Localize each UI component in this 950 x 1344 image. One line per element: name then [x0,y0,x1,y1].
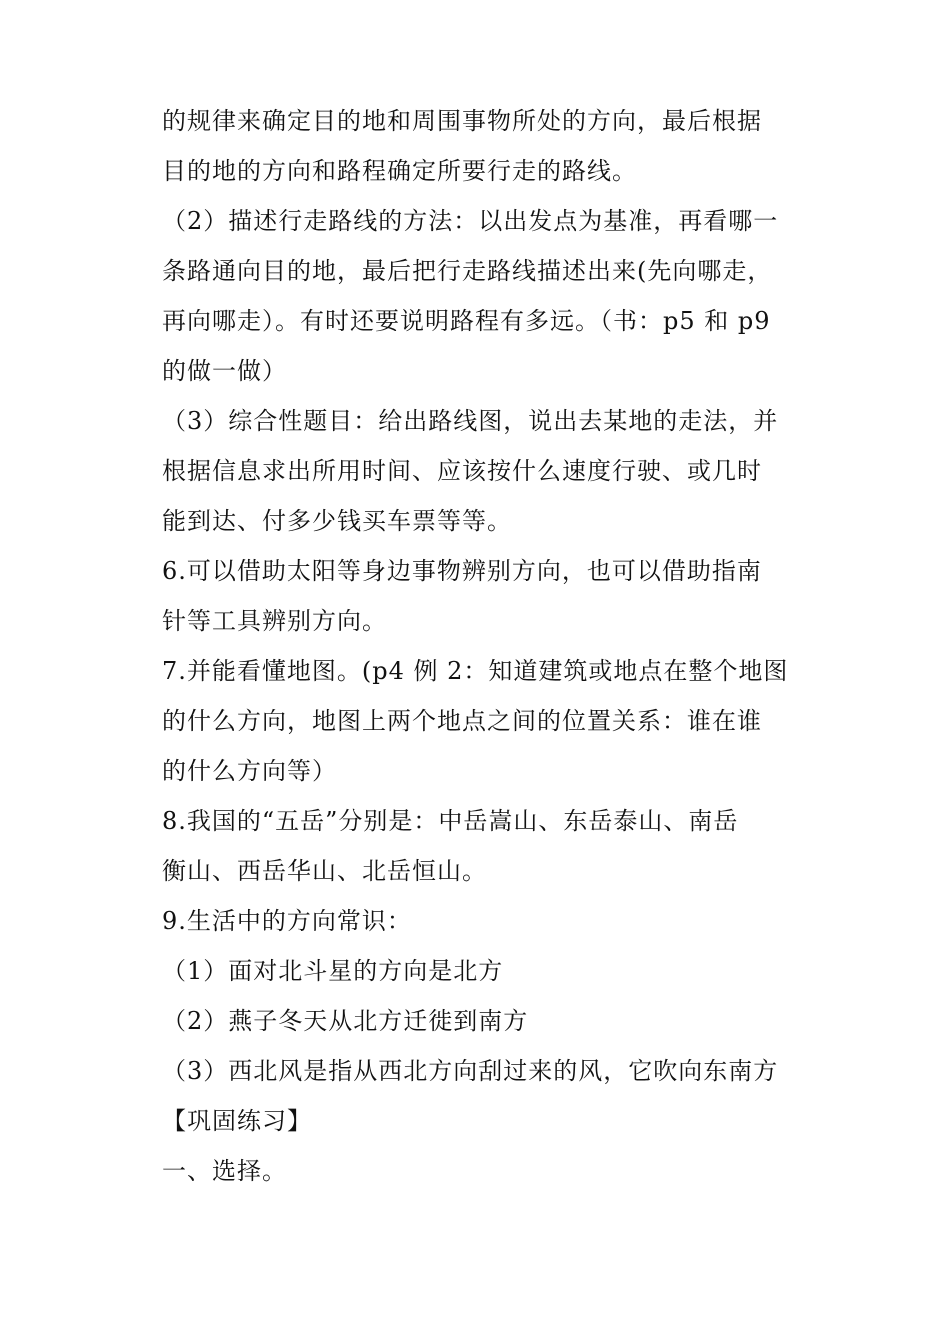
text-line: （1）面对北斗星的方向是北方 [162,957,504,985]
document-body [162,96,802,1196]
text-line: 再向哪走）。有时还要说明路程有多远。（书：p5 和 p9 [162,307,771,335]
text-line: （3）综合性题目：给出路线图，说出去某地的走法，并 [162,407,779,435]
text-line: 衡山、西岳华山、北岳恒山。 [162,857,487,885]
text-line: 的什么方向等） [162,757,337,785]
text-line: 目的地的方向和路程确定所要行走的路线。 [162,157,637,185]
text-line: 能到达、付多少钱买车票等等。 [162,507,512,535]
section-heading: 一、选择。 [162,1157,287,1185]
section-heading: 【巩固练习】 [162,1107,312,1135]
text-line: （2）描述行走路线的方法：以出发点为基准，再看哪一 [162,207,779,235]
text-line: 根据信息求出所用时间、应该按什么速度行驶、或几时 [162,457,762,485]
text-line: 的规律来确定目的地和周围事物所处的方向，最后根据 [162,107,762,135]
text-line: （2）燕子冬天从北方迁徙到南方 [162,1007,529,1035]
text-line: 的什么方向，地图上两个地点之间的位置关系：谁在谁 [162,707,762,735]
text-line: 8.我国的“五岳”分别是：中岳嵩山、东岳泰山、南岳 [162,807,739,835]
text-line: 针等工具辨别方向。 [162,607,387,635]
text-line: 的做一做） [162,357,287,385]
text-line: 9.生活中的方向常识： [162,907,412,935]
text-line: 6.可以借助太阳等身边事物辨别方向，也可以借助指南 [162,557,762,585]
text-line: 条路通向目的地，最后把行走路线描述出来(先向哪走， [162,257,773,285]
text-line: 7.并能看懂地图。(p4 例 2：知道建筑或地点在整个地图 [162,657,789,685]
text-line: （3）西北风是指从西北方向刮过来的风，它吹向东南方 [162,1057,779,1085]
